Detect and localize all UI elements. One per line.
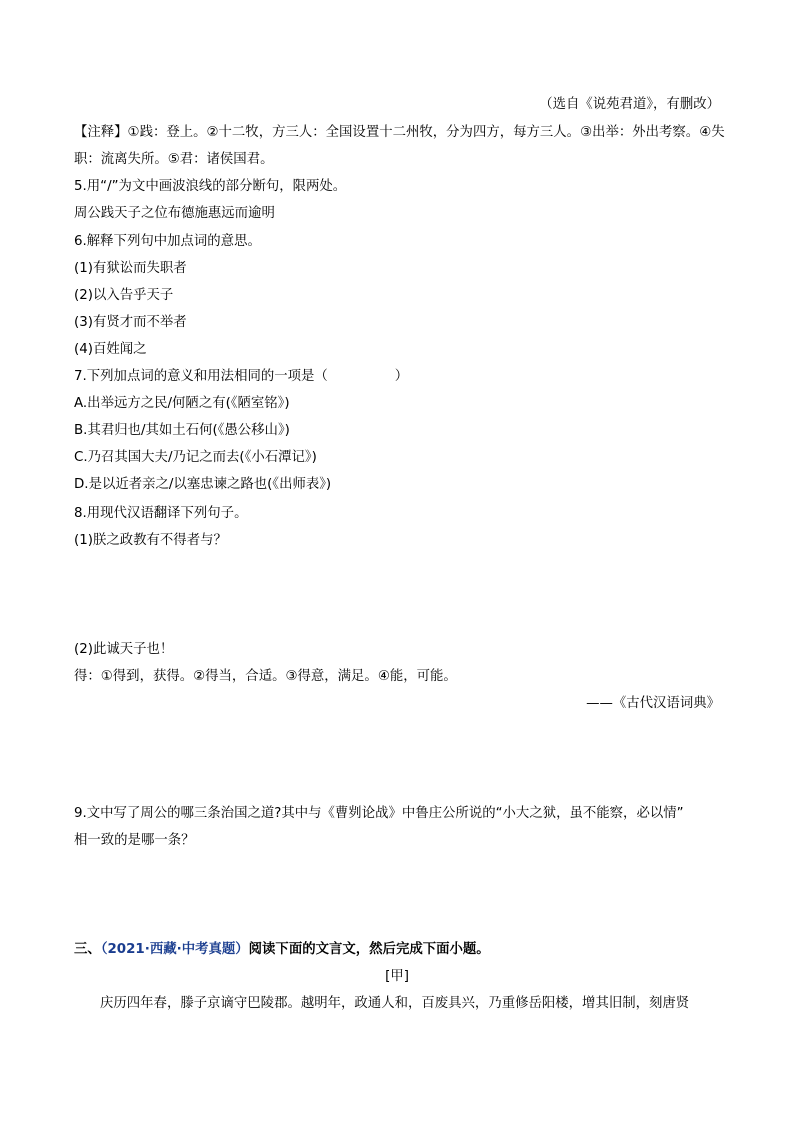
annotation-notes: 【注释】①践：登上。②十二牧，方三人：全国设置十二州牧，分为四方，每方三人。③出举：外出考察。④失 [74, 125, 725, 140]
question-8: 8.用现代汉语翻译下列句子。 [74, 506, 248, 521]
question-6-item-3: (3)有贤才而不举者 [74, 315, 187, 330]
question-6-item-2: (2)以入告乎天子 [74, 288, 174, 303]
question-8-sentence-1: (1)朕之政教有不得者与？ [74, 533, 227, 548]
question-7-option-d: D.是以近者亲之/以塞忠谏之路也(《出师表》) [74, 477, 332, 492]
dictionary-definition: 得：①得到，获得。②得当，合适。③得意，满足。④能，可能。 [74, 669, 457, 684]
section-3-number: 三、 [74, 942, 101, 957]
question-6-item-4: (4)百姓闻之 [74, 342, 147, 357]
question-7-option-c: C.乃召其国大夫/乃记之而去(《小石潭记》) [74, 450, 317, 465]
question-7: 7.下列加点词的意义和用法相同的一项是（ ） [74, 369, 409, 384]
question-9-line-2: 相一致的是哪一条？ [74, 833, 195, 848]
question-5-text: 周公践天子之位布德施惠远而逾明 [74, 206, 275, 221]
question-6: 6.解释下列句中加点词的意思。 [74, 234, 261, 249]
question-6-item-1: (1)有狱讼而失职者 [74, 261, 187, 276]
source-citation: （选自《说苑君道》，有删改） [539, 97, 720, 112]
dictionary-source: ——《古代汉语词典》 [586, 696, 720, 711]
section-3-source-tag: （2021·西藏·中考真题） [100, 942, 249, 957]
question-7-option-a: A.出举远方之民/何陋之有(《陋室铭》) [74, 396, 290, 411]
question-9-line-1: 9.文中写了周公的哪三条治国之道?其中与《曹刿论战》中鲁庄公所说的“小大之狱，虽不能察，必以情” [74, 806, 684, 821]
section-3-heading [74, 941, 490, 959]
question-5: 5.用“/”为文中画波浪线的部分断句，限两处。 [74, 179, 347, 194]
passage-label-jia: [甲] [385, 969, 409, 984]
section-3-instruction: 阅读下面的文言文，然后完成下面小题。 [248, 942, 490, 957]
question-8-sentence-2: (2)此诚天子也！ [74, 642, 174, 657]
question-7-option-b: B.其君归也/其如土石何(《愚公移山》) [74, 423, 290, 438]
annotation-notes-continued: 职：流离失所。⑤君：诸侯国君。 [74, 152, 274, 167]
passage-first-line: 庆历四年春，滕子京谪守巴陵郡。越明年，政通人和，百废具兴，乃重修岳阳楼，增其旧制，刻唐贤 [100, 996, 690, 1011]
